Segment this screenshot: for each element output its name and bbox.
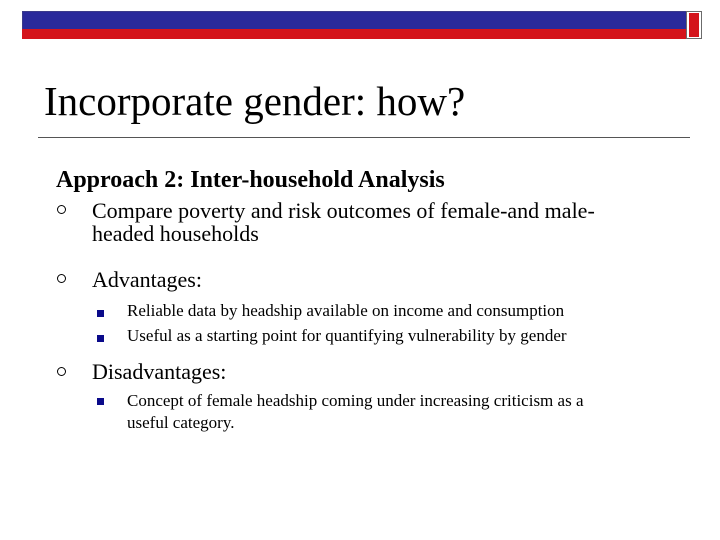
top-banner-blue-bar: [22, 11, 688, 30]
bullet-compare-outcomes-line1: Compare poverty and risk outcomes of female-and male-: [92, 198, 595, 223]
bullet-disadvantages: Disadvantages:: [92, 359, 227, 384]
slide-subheading: Approach 2: Inter-household Analysis: [56, 167, 445, 193]
top-banner-corner-square-fill: [689, 13, 699, 37]
top-banner-red-bar: [22, 29, 686, 39]
hollow-circle-bullet-icon: [57, 274, 66, 283]
subbullet-female-headship-line1: Concept of female headship coming under increasing criticism as a: [127, 391, 584, 410]
hollow-circle-bullet-icon: [57, 205, 66, 214]
subbullet-starting-point: Useful as a starting point for quantifying vulnerability by gender: [127, 326, 567, 345]
slide-title: Incorporate gender: how?: [44, 78, 466, 124]
subbullet-female-headship-line2: useful category.: [127, 413, 235, 432]
title-underline: [38, 137, 690, 138]
bullet-compare-outcomes-line2: headed households: [92, 221, 259, 246]
bullet-advantages: Advantages:: [92, 267, 202, 292]
subbullet-female-headship: [127, 390, 687, 434]
filled-square-bullet-icon: [97, 310, 104, 317]
bullet-compare-outcomes: [92, 199, 652, 245]
subbullet-reliable-data: Reliable data by headship available on income and consumption: [127, 301, 565, 320]
filled-square-bullet-icon: [97, 398, 104, 405]
hollow-circle-bullet-icon: [57, 367, 66, 376]
filled-square-bullet-icon: [97, 335, 104, 342]
